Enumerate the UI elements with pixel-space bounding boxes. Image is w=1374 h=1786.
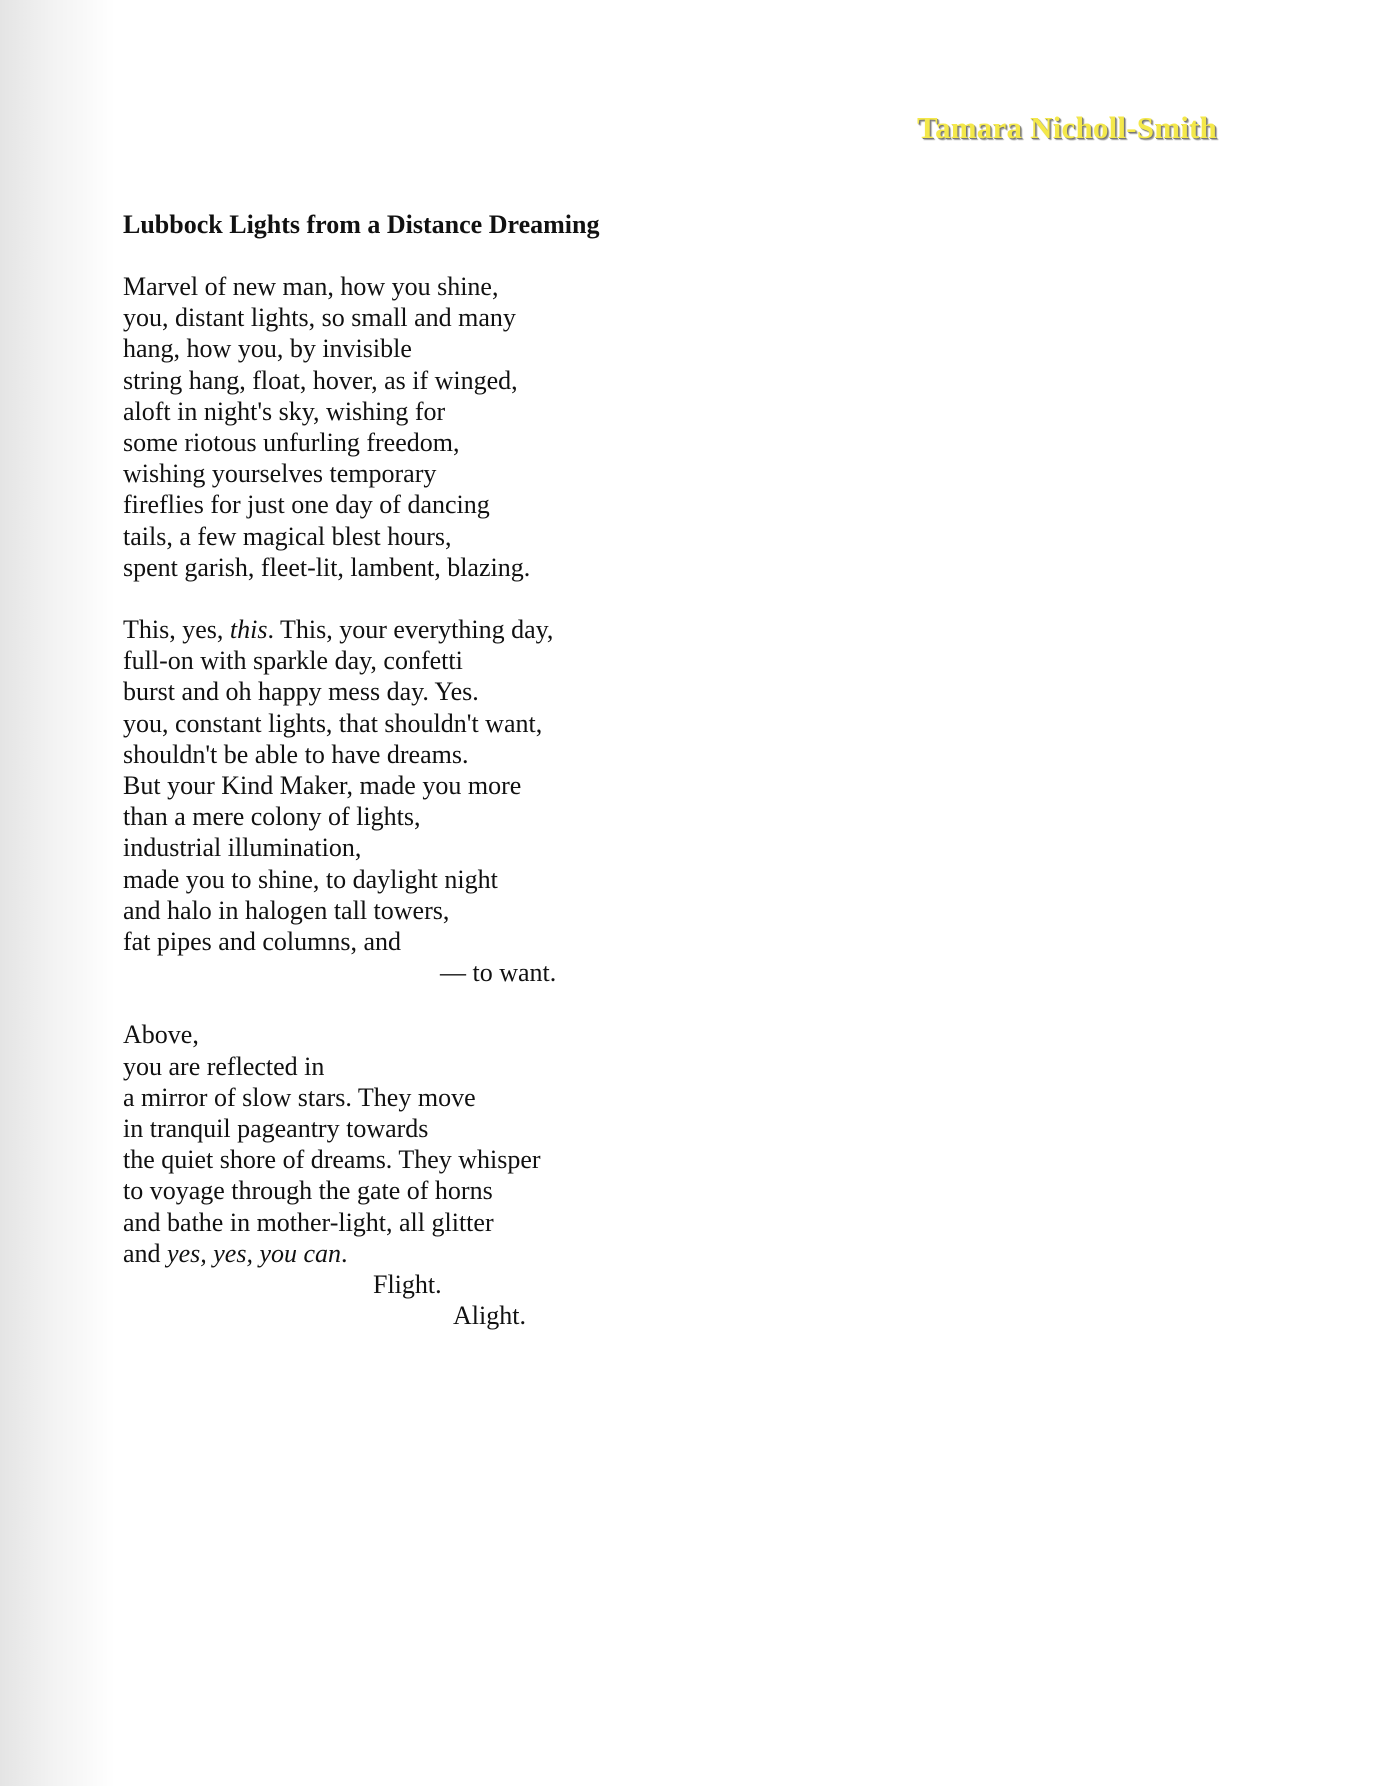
poem-line xyxy=(123,1238,763,1269)
poem-line: shouldn't be able to have dreams. xyxy=(123,739,469,769)
poem-line: you, constant lights, that shouldn't want, xyxy=(123,708,543,738)
stanza-3 xyxy=(123,1019,763,1331)
poem-line: string hang, float, hover, as if winged, xyxy=(123,365,518,395)
poem-line: tails, a few magical blest hours, xyxy=(123,521,452,551)
poem-line: aloft in night's sky, wishing for xyxy=(123,396,446,426)
stanza-2 xyxy=(123,614,763,988)
poem-line: and bathe in mother-light, all glitter xyxy=(123,1207,494,1237)
poem-line: But your Kind Maker, made you more xyxy=(123,771,522,801)
poem-text: . This, your everything day, xyxy=(267,615,554,645)
poem-line: industrial illumination, xyxy=(123,833,362,863)
poem-line-indented: — to want. xyxy=(440,958,557,988)
poem-line: burst and oh happy mess day. Yes. xyxy=(123,677,479,707)
author-name: Tamara Nicholl-Smith xyxy=(917,110,1217,145)
poem-title: Lubbock Lights from a Distance Dreaming xyxy=(123,210,600,239)
poem-line: fireflies for just one day of dancing xyxy=(123,490,490,520)
poem-line: and halo in halogen tall towers, xyxy=(123,895,450,925)
poem-line: to voyage through the gate of horns xyxy=(123,1176,493,1206)
poem-line: full-on with sparkle day, confetti xyxy=(123,646,463,676)
poem-line: Marvel of new man, how you shine, xyxy=(123,272,499,301)
poem-line-alight: Alight. xyxy=(453,1301,526,1331)
poem-line: wishing yourselves temporary xyxy=(123,459,437,489)
poem xyxy=(123,209,763,1363)
poem-line: than a mere colony of lights, xyxy=(123,802,421,832)
poem-line-flight: Flight. xyxy=(373,1270,442,1300)
poem-line xyxy=(123,614,763,645)
poem-line: the quiet shore of dreams. They whisper xyxy=(123,1145,541,1175)
poem-line: made you to shine, to daylight night xyxy=(123,864,498,894)
poem-line: spent garish, fleet-lit, lambent, blazing. xyxy=(123,552,531,582)
emphasis-this: this xyxy=(229,615,268,645)
poem-line: you are reflected in xyxy=(123,1051,325,1081)
poem-line: hang, how you, by invisible xyxy=(123,334,412,364)
poem-text: This, yes, xyxy=(123,615,230,645)
page-edge xyxy=(1360,0,1374,1786)
emphasis-yes-you-can: yes, yes, you can xyxy=(167,1238,342,1268)
poem-text: and xyxy=(123,1238,168,1268)
poem-line: you, distant lights, so small and many xyxy=(123,303,516,333)
poem-text: . xyxy=(341,1238,348,1268)
stanza-1 xyxy=(123,271,763,583)
poem-line: fat pipes and columns, and xyxy=(123,927,401,957)
poem-line: a mirror of slow stars. They move xyxy=(123,1082,476,1112)
poem-line: some riotous unfurling freedom, xyxy=(123,428,460,458)
poem-line: in tranquil pageantry towards xyxy=(123,1114,429,1144)
poem-line: Above, xyxy=(123,1020,199,1050)
